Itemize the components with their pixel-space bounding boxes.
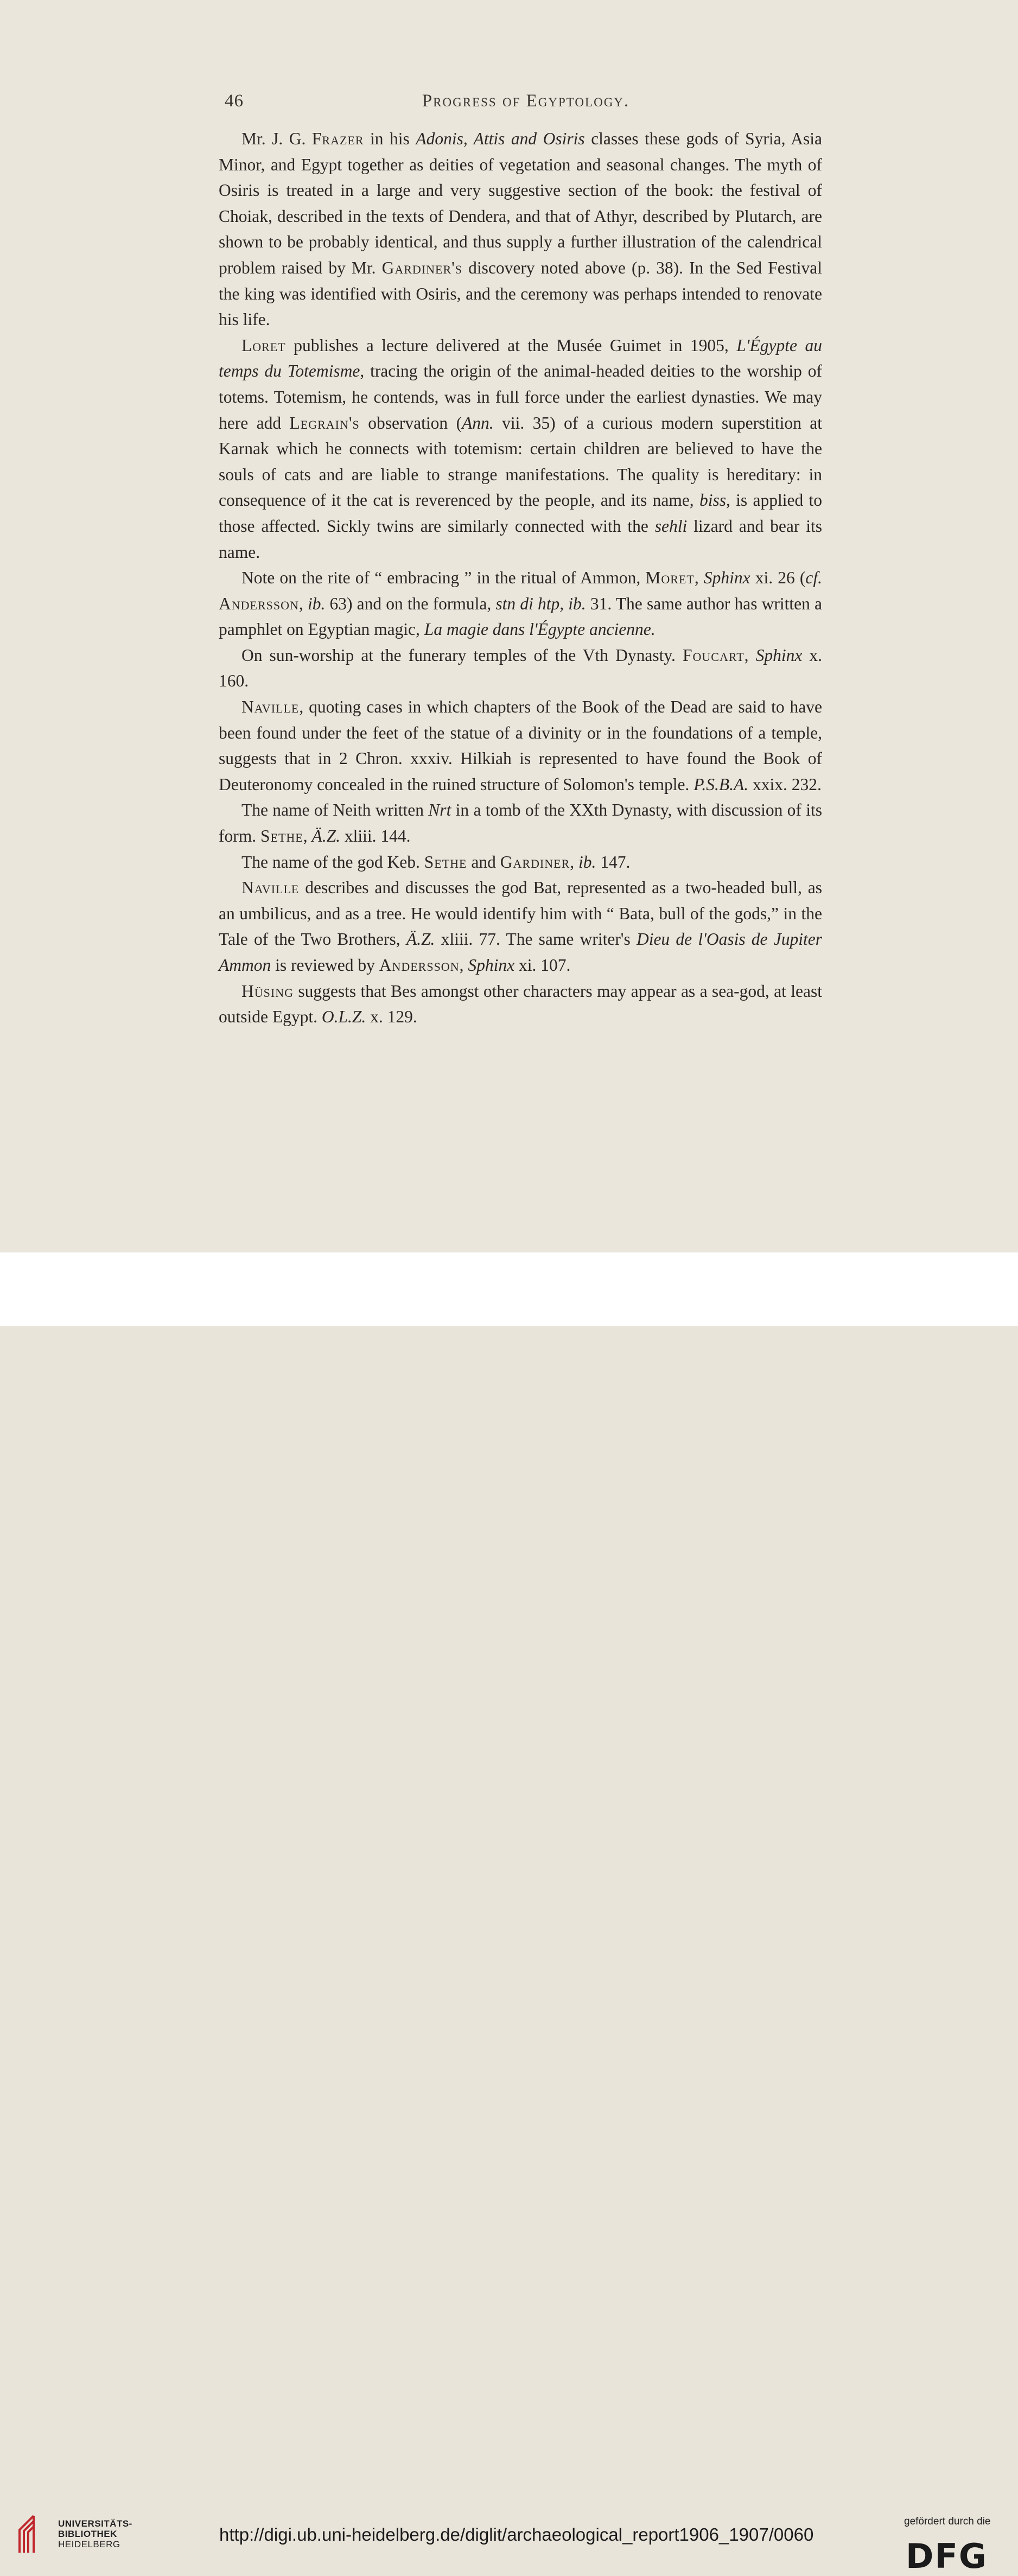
text-run: Note on the rite of “ embracing ” in the ritual of Ammon, [241,568,646,588]
author-name: Frazer [311,129,364,148]
text-run: xliii. 77. The same writer's [435,930,637,949]
italic-title: Ä.Z. [311,826,340,846]
author-name: Hüsing [241,981,294,1001]
author-name: Loret [241,335,286,355]
italic-title: ib. [307,594,326,613]
text-run: in a tomb of the XXth Dynasty, with discussion of its form. [219,800,822,846]
text-run: , is applied to those affected. Sickly twins are similarly connected with the [219,491,823,536]
italic-title: Sphinx [468,956,515,975]
italic-title: sehli [654,516,688,536]
text-run: and [467,852,500,872]
author-name: Gardiner's [381,258,463,277]
italic-title: P.S.B.A. [693,774,749,794]
italic-title: La magie dans l'Égypte ancienne. [424,620,656,639]
text-run: On sun-worship at the funerary temples of the Vth Dynasty. [241,645,683,665]
dfg-logo[interactable]: DFG [906,2536,988,2576]
text-run: classes these gods of Syria, Asia Minor, and Egypt together as deities of vegetation and seasonal changes. The myth of Osiris is treated in a large and very suggestive section of the book: the festival of Choiak, described in the texts of Dendera, and that of Athyr, described by Plutarch, are shown to be probably identical, and thus supply a further illustration of the calendrical problem raised by Mr. [219,129,823,277]
italic-title: Dieu de l'Oasis de Jupiter Ammon [219,930,822,975]
scanned-page [0,0,1018,1252]
text-run: lizard and bear its name. [219,516,822,562]
italic-title: Sphinx [755,645,803,665]
text-run: The name of Neith written [241,800,429,820]
text-run: suggests that Bes amongst other characters may appear as a sea-god, at least outside Egypt. [219,981,822,1027]
paragraph [219,875,822,978]
text-run: , [694,568,704,588]
text-run: , [744,645,756,665]
text-run: is reviewed by [271,956,379,975]
paragraph [219,333,822,565]
italic-title: Ann. [462,413,494,432]
author-name: Naville [241,697,300,717]
text-run: The name of the god Keb. [241,852,424,872]
text-run: x. 160. [219,645,823,691]
paragraph [219,694,822,797]
italic-title: biss [699,491,727,510]
library-name [58,2518,132,2549]
paragraph [219,565,822,643]
author-name: Sethe [260,826,303,846]
text-run: in his [364,129,416,148]
author-name: Gardiner [500,852,570,872]
author-name: Sethe [424,852,467,872]
italic-title: Adonis, Attis and Osiris [416,129,585,148]
paragraph [219,849,822,875]
paragraph [219,643,822,694]
text-run: vii. 35) of a curious modern superstition at Karnak which he connects with totemism: certain children are believed to have the souls of cats and are liable to strange manifestations. The quality is hereditary: in consequence of it the cat is reverenced by the people, and its name, [219,413,822,510]
text-run: , [570,852,579,872]
text-run: xliii. 144. [340,826,411,846]
page-number: 46 [225,91,244,111]
text-run: x. 129. [366,1007,417,1027]
ub-heidelberg-logo-icon[interactable] [12,2513,55,2556]
text-run: discovery noted above (p. 38). In the Sed Festival the king was identified with Osiris, and the ceremony was perhaps intended to renovate his life. [219,258,822,329]
text-run: , [303,826,312,846]
italic-title: ib. [578,852,596,872]
library-name-line2: BIBLIOTHEK [58,2529,117,2539]
running-title: Progress of Egyptology. [422,91,630,111]
paragraph [219,978,822,1030]
author-name: Moret [645,568,695,588]
funded-by-text: gefördert durch die [904,2516,991,2527]
author-name: Naville [241,878,300,898]
paragraph [219,797,822,849]
text-run: xxix. 232. [748,774,822,794]
author-name: Andersson [219,594,299,613]
text-run: xi. 107. [514,956,571,975]
text-run: xi. 26 ( [750,568,806,588]
author-name: Andersson [379,956,460,975]
library-name-line1: UNIVERSITÄTS- [58,2518,132,2529]
library-name-line3: HEIDELBERG [58,2539,120,2549]
italic-title: cf. [805,568,823,588]
body-text [219,126,822,1030]
document-url-link[interactable]: http://digi.ub.uni-heidelberg.de/diglit/archaeological_report1906_1907/0060 [219,2524,814,2545]
text-run: 147. [596,852,631,872]
italic-title: O.L.Z. [321,1007,366,1027]
viewer-footer [0,1252,1018,2576]
italic-title: L'Égypte au temps du Totemisme [219,335,822,381]
text-run: , quoting cases in which chapters of the Book of the Dead are said to have been found under the feet of the statue of a divinity or in the foundations of a temple, suggests that in 2 Chron. xxxiv. Hilkiah is represented to have found the Book of Deuteronomy concealed in the ruined structure of Solomon's temple. [219,697,822,794]
author-name: Foucart [682,645,745,665]
text-run: describes and discusses the god Bat, represented as a two-headed bull, as an umbilicus, and as a tree. He would identify him with “ Bata, bull of the gods,” in the Tale of the Two Brothers, [219,878,822,949]
italic-title: Sphinx [703,568,750,588]
italic-title: Nrt [428,800,451,820]
text-run: , [298,594,308,613]
text-run: 63) and on the formula, [325,594,496,613]
paragraph [219,126,822,333]
text-run: publishes a lecture delivered at the Musée Guimet in 1905, [285,335,737,355]
text-run: 31. The same author has written a pamphlet on Egyptian magic, [219,594,823,639]
text-run: , [459,956,468,975]
text-run: , tracing the origin of the animal-headed deities to the worship of totems. Totemism, he contends, was in full force under the earliest dynasties. We may here add [219,361,822,432]
italic-title: Ä.Z. [406,930,435,949]
text-run: observation ( [359,413,462,432]
author-name: Legrain's [289,413,360,432]
text-run: Mr. J. G. [241,129,312,148]
italic-title: stn di htp, ib. [495,594,586,613]
